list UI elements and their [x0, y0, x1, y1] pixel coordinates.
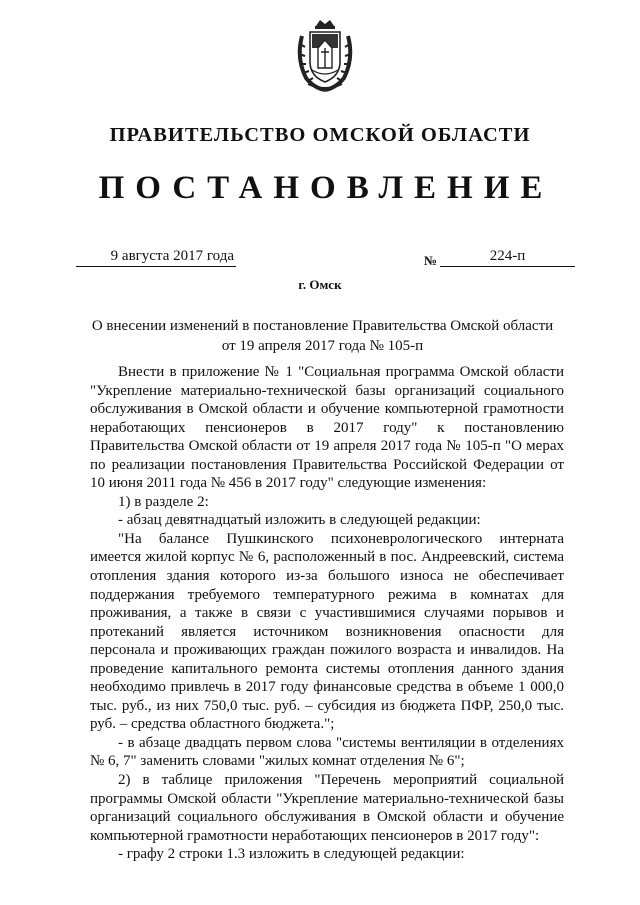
coat-of-arms-icon: [294, 18, 356, 92]
paragraph-section: 2) в таблице приложения "Перечень мероприятий социальной программы Омской области "Укрепление материально-технической базы организаций социального обслуживания в Омской области и обучение компьютерной грамотности неработающих пенсионеров в 2017 году":: [90, 772, 564, 844]
paragraph-quote: "На балансе Пушкинского психоневрологического интерната имеется жилой корпус № 6, расположенный в пос. Андреевский, система отопления здания которого из-за большого износа не обеспечивает поддержания требуемого температурного режима в комнатах для проживания, а также в связи с участившимися случаями порывов и протеканий является источником возникновения опасности для персонала и проживающих граждан пожилого возраста и инвалидов. На проведение капитального ремонта системы отопления данного здания необходимо привлечь в 2017 году финансовые средства в объеме 1 000,0 тыс. руб., из них 750,0 тыс. руб. – субсидия из бюджета ПФР, 250,0 тыс. руб. – средства областного бюджета.";: [90, 530, 564, 733]
document-number: 224-п: [440, 248, 575, 267]
number-sign: №: [424, 253, 438, 268]
government-title: ПРАВИТЕЛЬСТВО ОМСКОЙ ОБЛАСТИ: [109, 124, 531, 146]
paragraph-item: - в абзаце двадцать первом слова "системы вентиляции в отделениях № 6, 7" заменить словами "жилых комнат отделения № 6";: [90, 734, 564, 770]
document-type: ПОСТАНОВЛЕНИЕ: [98, 170, 554, 206]
document-date: 9 августа 2017 года: [76, 248, 236, 267]
city: г. Омск: [298, 277, 342, 292]
document-subject: О внесении изменений в постановление Правительства Омской области от 19 апреля 2017 года № 105-п: [91, 318, 554, 354]
paragraph-intro: Внести в приложение № 1 "Социальная программа Омской области "Укрепление материально-технической базы организаций социального обслуживания в Омской области и обучение компьютерной грамотности неработающих пенсионеров в 2017 году" к постановлению Правительства Омской области от 19 апреля 2017 года № 105-п "О мерах по реализации постановления Правительства Российской Федерации от 10 июня 2011 года № 456 в 2017 году" следующие изменения:: [90, 364, 564, 492]
paragraph-section: 1) в разделе 2:: [118, 493, 209, 510]
document-body: [90, 363, 564, 864]
paragraph-item: - абзац девятнадцатый изложить в следующей редакции:: [118, 512, 481, 529]
paragraph-item: - графу 2 строки 1.3 изложить в следующей редакции:: [118, 846, 465, 863]
